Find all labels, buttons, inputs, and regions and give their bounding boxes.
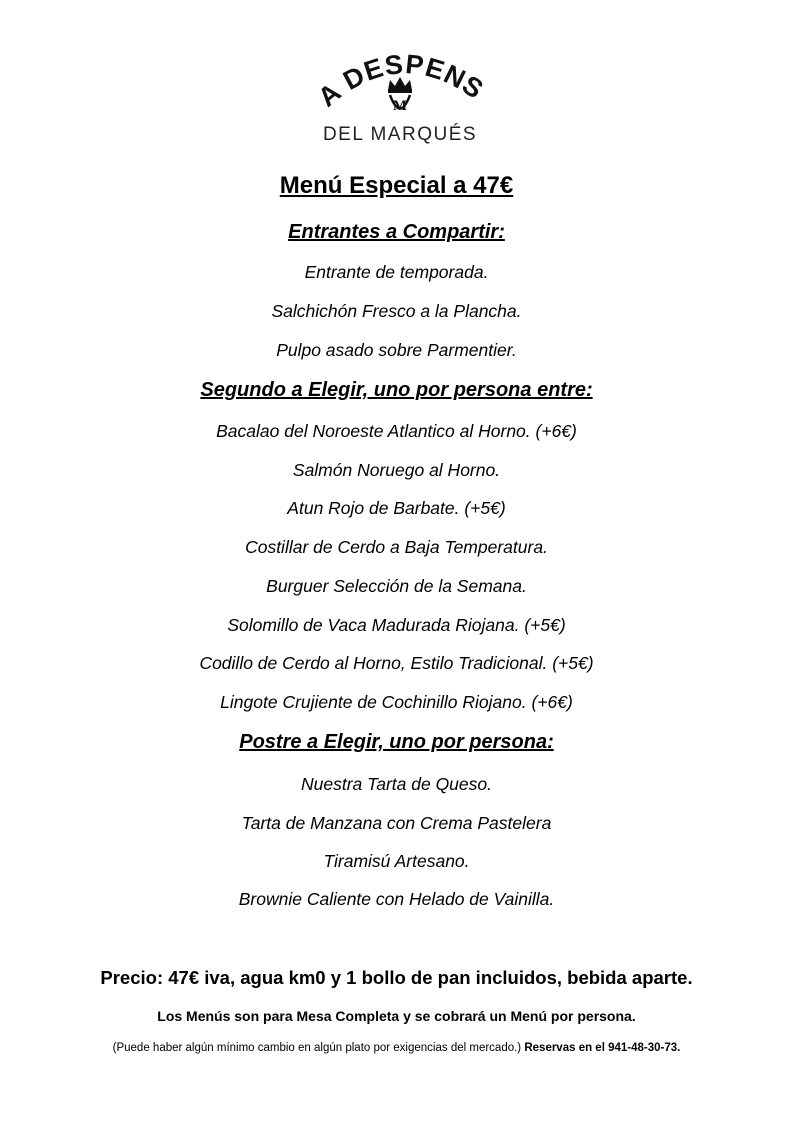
menu-item: Codillo de Cerdo al Horno, Estilo Tradicional. (+5€) [199,653,594,673]
menu-item: Tarta de Manzana con Crema Pastelera [241,813,552,833]
section-heading-starters: Entrantes a Compartir: [288,221,505,243]
logo-top-text: A DESPENS [312,50,490,113]
reservations-text: Reservas en el 941-48-30-73. [524,1042,681,1054]
section-heading-mains: Segundo a Elegir, uno por persona entre: [200,379,593,401]
menu-item: Brownie Caliente con Helado de Vainilla. [238,889,555,909]
menu-item: Pulpo asado sobre Parmentier. [276,340,517,360]
restaurant-logo [310,50,490,150]
svg-text:M: M [392,98,408,114]
section-heading-desserts: Postre a Elegir, uno por persona: [239,731,554,753]
menu-item: Entrante de temporada. [304,262,489,282]
logo-graphic [310,50,490,150]
menu-item: Nuestra Tarta de Queso. [301,774,492,794]
menu-item: Tiramisú Artesano. [323,851,470,871]
fine-print [0,1042,793,1054]
menu-item: Lingote Crujiente de Cochinillo Riojano. (+6€) [220,692,573,712]
menu-item: Bacalao del Noroeste Atlantico al Horno. (+6€) [216,421,577,441]
price-line: Precio: 47€ iva, agua km0 y 1 bollo de pan incluidos, bebida aparte. [100,967,693,988]
menu-title: Menú Especial a 47€ [279,172,514,199]
menu-item: Burguer Selección de la Semana. [266,576,527,596]
disclaimer-text: (Puede haber algún mínimo cambio en algún plato por exigencias del mercado.) [112,1042,522,1054]
menu-item: Atun Rojo de Barbate. (+5€) [287,498,506,518]
table-note: Los Menús son para Mesa Completa y se cobrará un Menú por persona. [157,1008,636,1024]
crown-m-emblem-icon [388,77,412,114]
menu-item: Costillar de Cerdo a Baja Temperatura. [245,537,548,557]
menu-item: Salchichón Fresco a la Plancha. [271,301,522,321]
menu-item: Solomillo de Vaca Madurada Riojana. (+5€) [227,615,566,635]
menu-item: Salmón Noruego al Horno. [292,460,501,480]
logo-bottom-text: DEL MARQUÉS [322,124,478,145]
